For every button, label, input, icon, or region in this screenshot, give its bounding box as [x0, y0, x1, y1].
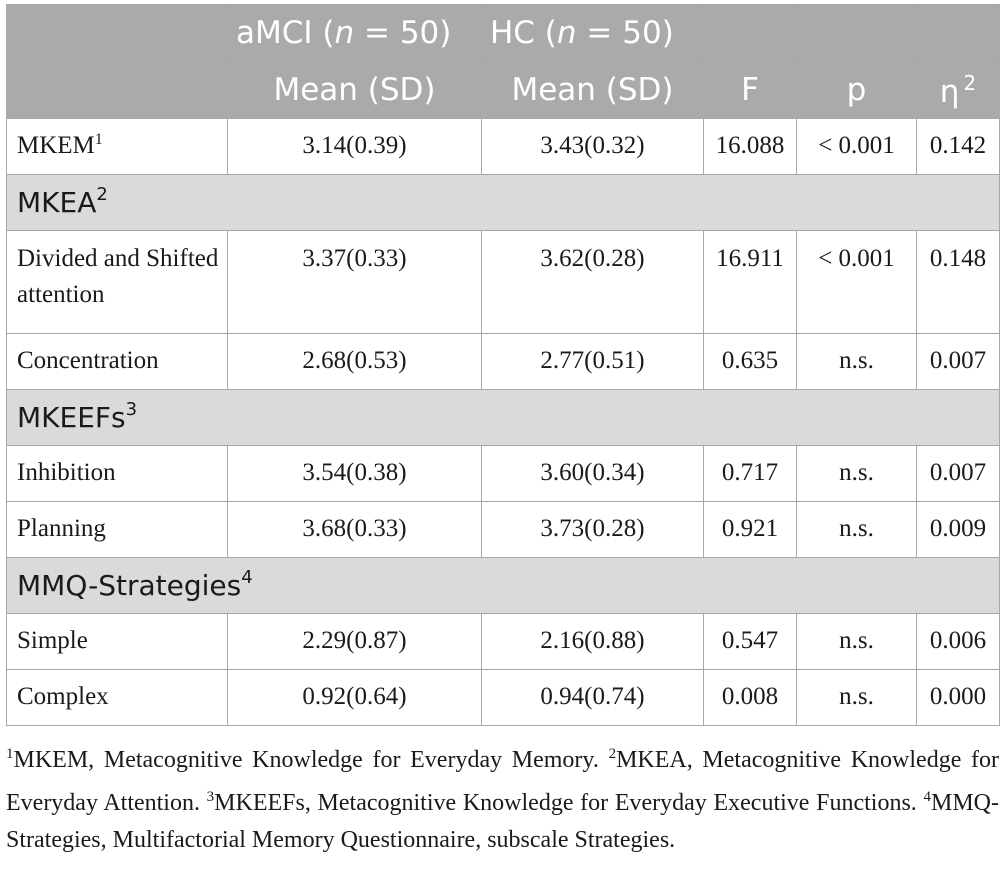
cell-f: 0.635: [704, 334, 797, 390]
cell-p: n.s.: [797, 670, 917, 726]
footnote: $^4$MMQ-Strategies, Multifactorial Memory Questionnaire, subscale Strategies.: [6, 789, 999, 853]
cell-f: 16.911: [704, 231, 797, 334]
cell-hc: 3.73(0.28): [482, 502, 704, 558]
table-row: [7, 502, 1000, 558]
table-row: [7, 231, 1000, 334]
cell-p: n.s.: [797, 614, 917, 670]
section-row: [7, 390, 1000, 446]
row-label: MKEM$^1$: [7, 119, 228, 175]
header-row-groups: [7, 5, 1000, 62]
cell-eta: 0.148: [917, 231, 1000, 334]
cell-f: 0.008: [704, 670, 797, 726]
cell-amci: 3.14(0.39): [228, 119, 482, 175]
table-row: [7, 614, 1000, 670]
cell-f: 0.717: [704, 446, 797, 502]
table-footnotes: [6, 736, 999, 859]
cell-hc: 2.77(0.51): [482, 334, 704, 390]
table-row: [7, 334, 1000, 390]
cell-eta: 0.006: [917, 614, 1000, 670]
cell-p: < 0.001: [797, 119, 917, 175]
header-eta-squared: η $^2$: [917, 62, 1000, 119]
row-label: Divided and Shifted attention: [7, 231, 228, 334]
section-row: [7, 558, 1000, 614]
footnote: $^2$MKEA, Metacognitive Knowledge for Everyday Attention.: [6, 746, 1000, 816]
cell-amci: 3.68(0.33): [228, 502, 482, 558]
table-row: [7, 670, 1000, 726]
header-f: F: [704, 62, 797, 119]
row-label: Planning: [7, 502, 228, 558]
cell-hc: 3.60(0.34): [482, 446, 704, 502]
section-label: MKEA$^2$: [7, 175, 1000, 231]
cell-eta: 0.000: [917, 670, 1000, 726]
cell-hc: 0.94(0.74): [482, 670, 704, 726]
header-blank-cell: [917, 5, 1000, 62]
section-label: MMQ-Strategies$^4$: [7, 558, 1000, 614]
header-row-stats: [7, 62, 1000, 119]
cell-p: n.s.: [797, 446, 917, 502]
table-row: [7, 119, 1000, 175]
section-label: MKEEFs$^3$: [7, 390, 1000, 446]
row-label: Simple: [7, 614, 228, 670]
cell-eta: 0.142: [917, 119, 1000, 175]
row-label: Complex: [7, 670, 228, 726]
header-p: p: [797, 62, 917, 119]
cell-f: 0.921: [704, 502, 797, 558]
cell-p: < 0.001: [797, 231, 917, 334]
cell-eta: 0.007: [917, 446, 1000, 502]
row-label: Concentration: [7, 334, 228, 390]
cell-amci: 2.29(0.87): [228, 614, 482, 670]
cell-f: 16.088: [704, 119, 797, 175]
cell-amci: 0.92(0.64): [228, 670, 482, 726]
section-row: [7, 175, 1000, 231]
cell-amci: 3.37(0.33): [228, 231, 482, 334]
results-table-container: [6, 4, 999, 726]
footnote: $^3$MKEEFs, Metacognitive Knowledge for Everyday Executive Functions.: [206, 789, 917, 816]
row-label: Inhibition: [7, 446, 228, 502]
cell-amci: 2.68(0.53): [228, 334, 482, 390]
header-blank-cell: [797, 5, 917, 62]
cell-eta: 0.009: [917, 502, 1000, 558]
results-table: [6, 4, 1000, 726]
cell-hc: 3.62(0.28): [482, 231, 704, 334]
header-blank-cell: [7, 62, 228, 119]
header-amci-group: aMCI (n = 50): [228, 5, 482, 62]
cell-eta: 0.007: [917, 334, 1000, 390]
header-blank-cell: [7, 5, 228, 62]
cell-f: 0.547: [704, 614, 797, 670]
table-row: [7, 446, 1000, 502]
cell-hc: 3.43(0.32): [482, 119, 704, 175]
cell-p: n.s.: [797, 334, 917, 390]
cell-p: n.s.: [797, 502, 917, 558]
header-mean-sd-amci: Mean (SD): [228, 62, 482, 119]
cell-amci: 3.54(0.38): [228, 446, 482, 502]
header-hc-group: HC (n = 50): [482, 5, 704, 62]
cell-hc: 2.16(0.88): [482, 614, 704, 670]
header-mean-sd-hc: Mean (SD): [482, 62, 704, 119]
header-blank-cell: [704, 5, 797, 62]
footnote: $^1$MKEM, Metacognitive Knowledge for Everyday Memory.: [6, 746, 599, 773]
